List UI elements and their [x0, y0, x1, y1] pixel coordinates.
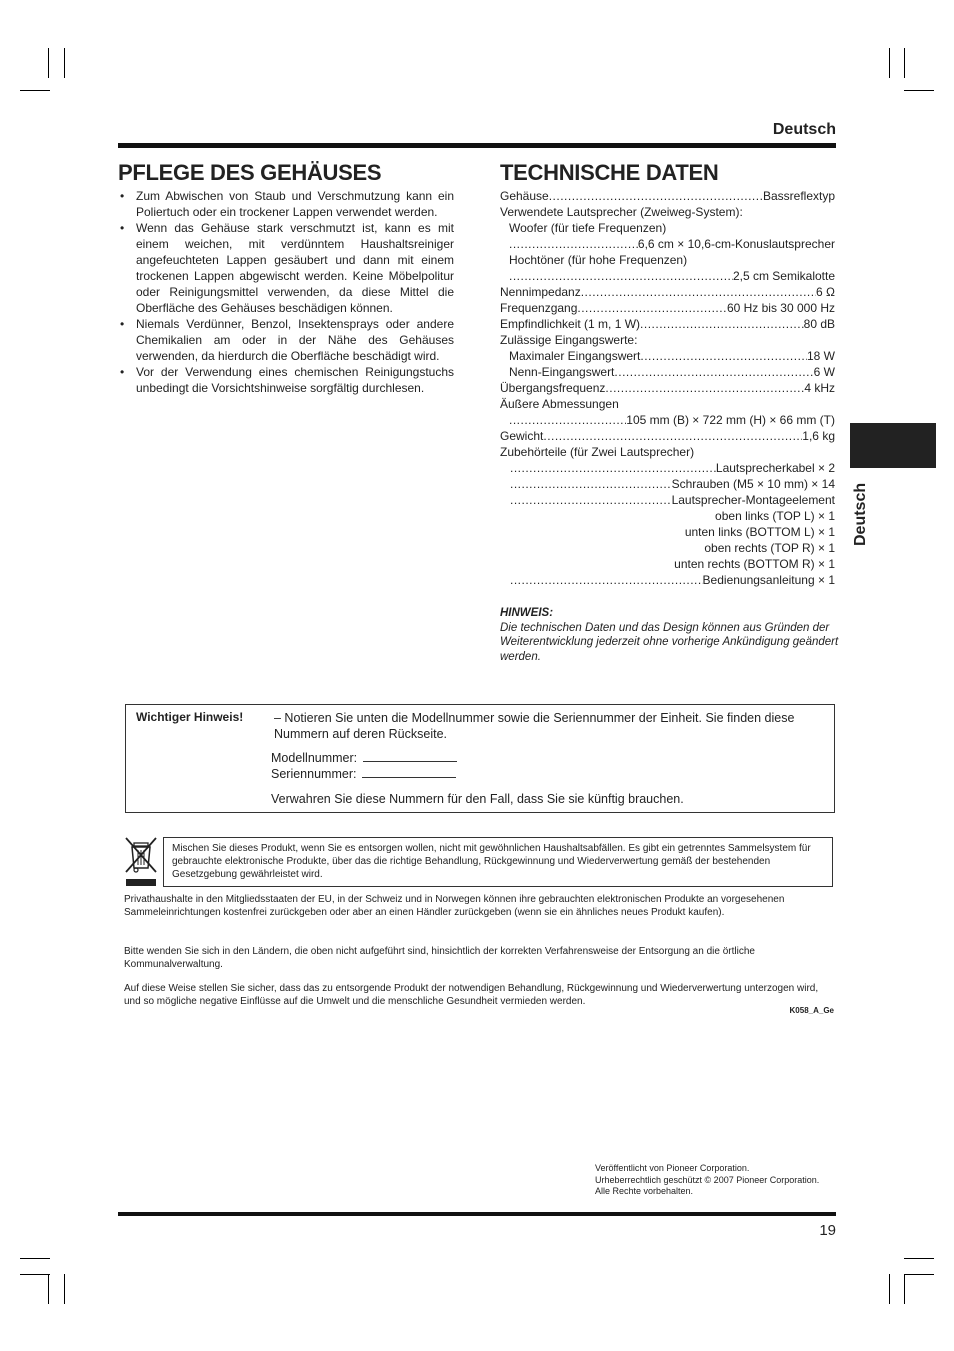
spec-row-max-input: Maximaler Eingangswert ..... 18 W: [500, 348, 835, 364]
disposal-paragraph: Auf diese Weise stellen Sie sicher, dass das zu entsorgende Produkt der notwendigen Behandlung, Rückgewinnung und Wiederverwertung unterzogen wird, und so mögliche negative Einflüsse auf die Umwelt und die menschliche Gesundheit vermieden werden.: [124, 983, 819, 1007]
spec-row-dimensions-value: ..... 105 mm (B) × 722 mm (H) × 66 mm (T): [500, 412, 835, 428]
important-keep-text: Verwahren Sie diese Nummern für den Fall, dass Sie sie künftig brauchen.: [271, 792, 684, 806]
crossed-bin-icon: [124, 836, 158, 888]
top-rule: [118, 143, 836, 148]
disposal-paragraph: Privathaushalte in den Mitgliedsstaaten der EU, in der Schweiz und in Norwegen können ihre gebrauchten elektronischen Produkte an vorgesehenen Sammeleinrichtungen kostenfrei zurückgeben oder aber an einen Händler zurückgeben (wenn sie ein ähnliches neues Produkt kaufen).: [124, 894, 785, 918]
model-number-field: Modellnummer:: [271, 751, 457, 765]
spec-row-tweeter-label: Hochtöner (für hohe Frequenzen): [509, 253, 688, 267]
care-title: PFLEGE DES GEHÄUSES: [118, 160, 382, 185]
spec-row-speakers: Verwendete Lautsprecher (Zweiweg-System):: [500, 205, 743, 219]
bottom-rule: [118, 1212, 836, 1216]
header-language: Deutsch: [772, 121, 836, 138]
disposal-box-text: Mischen Sie dieses Produkt, wenn Sie es entsorgen wollen, nicht mit gewöhnlichen Haushaltsabfällen. Es gibt ein getrenntes Sammelsystem für gebrauchte elektronische Produkte, über das die richtige Behandlung, Rückgewinnung und Wiederverwertung gemäß der bestehenden Gesetzgebung gewährleistet wird.: [163, 837, 833, 887]
spec-row-input: Zulässige Eingangswerte:: [500, 333, 638, 347]
spec-row-dimensions-label: Äußere Abmessungen: [500, 397, 619, 411]
important-notice-box: [125, 704, 835, 813]
spec-row-acc-cable: ..... Lautsprecherkabel × 2: [500, 460, 835, 476]
care-bullet: • Wenn das Gehäuse stark verschmutzt ist, kann es mit einem weichen, mit verdünntem Haushaltsreiniger angefeuchteten Lappen gesäubert und dann mit einem trockenen Lappen abgewischt werden. Keine Möbelpolitur oder Reinigungsmittel verwenden, da diese Mittel die Oberfläche des Gehäuses beschädigen können.: [118, 220, 454, 316]
spec-row-weight: Gewicht ..... 1,6 kg: [500, 428, 835, 444]
spec-row-housing: Gehäuse ..... Bassreflextyp: [500, 188, 835, 204]
care-section: [118, 188, 454, 396]
publisher-info: Veröffentlicht von Pioneer Corporation. Urheberrechtlich geschützt © 2007 Pioneer Corporation. Alle Rechte vorbehalten.: [595, 1163, 820, 1196]
side-tab-label: Deutsch: [852, 482, 869, 546]
spec-row-acc-mount: ..... Lautsprecher-Montageelement: [500, 492, 835, 508]
spec-row-acc-manual: ..... Bedienungsanleitung × 1: [500, 572, 835, 588]
specs-note-title: HINWEIS:: [500, 607, 554, 619]
spec-row-acc-bottom-l: unten links (BOTTOM L) × 1: [684, 525, 835, 539]
spec-row-impedance: Nennimpedanz ..... 6 Ω: [500, 284, 835, 300]
specs-list: [500, 188, 835, 588]
spec-row-acc-top-r: oben rechts (TOP R) × 1: [704, 541, 835, 555]
side-tab-marker: [850, 423, 936, 468]
spec-row-acc-bottom-r: unten rechts (BOTTOM R) × 1: [674, 557, 835, 571]
spec-row-tweeter-value: ..... 2,5 cm Semikalotte: [500, 268, 835, 284]
document-code: K058_A_Ge: [789, 1006, 834, 1015]
spec-row-crossover: Übergangsfrequenz ..... 4 kHz: [500, 380, 835, 396]
care-bullet: • Vor der Verwendung eines chemischen Reinigungstuchs unbedingt die Vorsichtshinweise sorgfältig durchlesen.: [118, 364, 454, 396]
spec-row-woofer-value: ..... 6,6 cm × 10,6-cm-Konuslautsprecher: [500, 236, 835, 252]
specs-note-text: Die technischen Daten und das Design können aus Gründen der Weiterentwicklung jederzeit ohne vorherige Ankündigung geändert werden.: [500, 621, 839, 663]
care-bullet: • Niemals Verdünner, Benzol, Insektensprays oder andere Chemikalien am oder in der Nähe des Gehäuses verwenden, da hierdurch die Oberfläche beschädigt wird.: [118, 316, 454, 364]
spec-row-nom-input: Nenn-Eingangswert ..... 6 W: [500, 364, 835, 380]
spec-row-frequency: Frequenzgang ..... 60 Hz bis 30 000 Hz: [500, 300, 835, 316]
spec-row-acc-top-l: oben links (TOP L) × 1: [715, 509, 835, 523]
important-notice-label: Wichtiger Hinweis!: [136, 710, 244, 724]
important-notice-text: – Notieren Sie unten die Modellnummer sowie die Seriennummer der Einheit. Sie finden diese Nummern auf deren Rückseite.: [274, 711, 795, 741]
spec-row-sensitivity: Empfindlichkeit (1 m, 1 W) ..... 80 dB: [500, 316, 835, 332]
disposal-paragraph: Bitte wenden Sie sich in den Ländern, die oben nicht aufgeführt sind, hinsichtlich der korrekten Verfahrensweise der Entsorgung an die örtliche Kommunalverwaltung.: [124, 946, 755, 970]
specs-note: [500, 606, 840, 664]
specs-title: TECHNISCHE DATEN: [500, 160, 719, 185]
page-number: 19: [819, 1222, 836, 1239]
serial-number-field: Seriennummer:: [271, 767, 456, 781]
spec-row-acc-screws: ..... Schrauben (M5 × 10 mm) × 14: [500, 476, 835, 492]
spec-row-woofer-label: Woofer (für tiefe Frequenzen): [509, 221, 667, 235]
care-bullet: • Zum Abwischen von Staub und Verschmutzung kann ein Poliertuch oder ein trockener Lappen verwendet werden.: [118, 188, 454, 220]
spec-row-accessories: Zubehörteile (für Zwei Lautsprecher): [500, 445, 695, 459]
